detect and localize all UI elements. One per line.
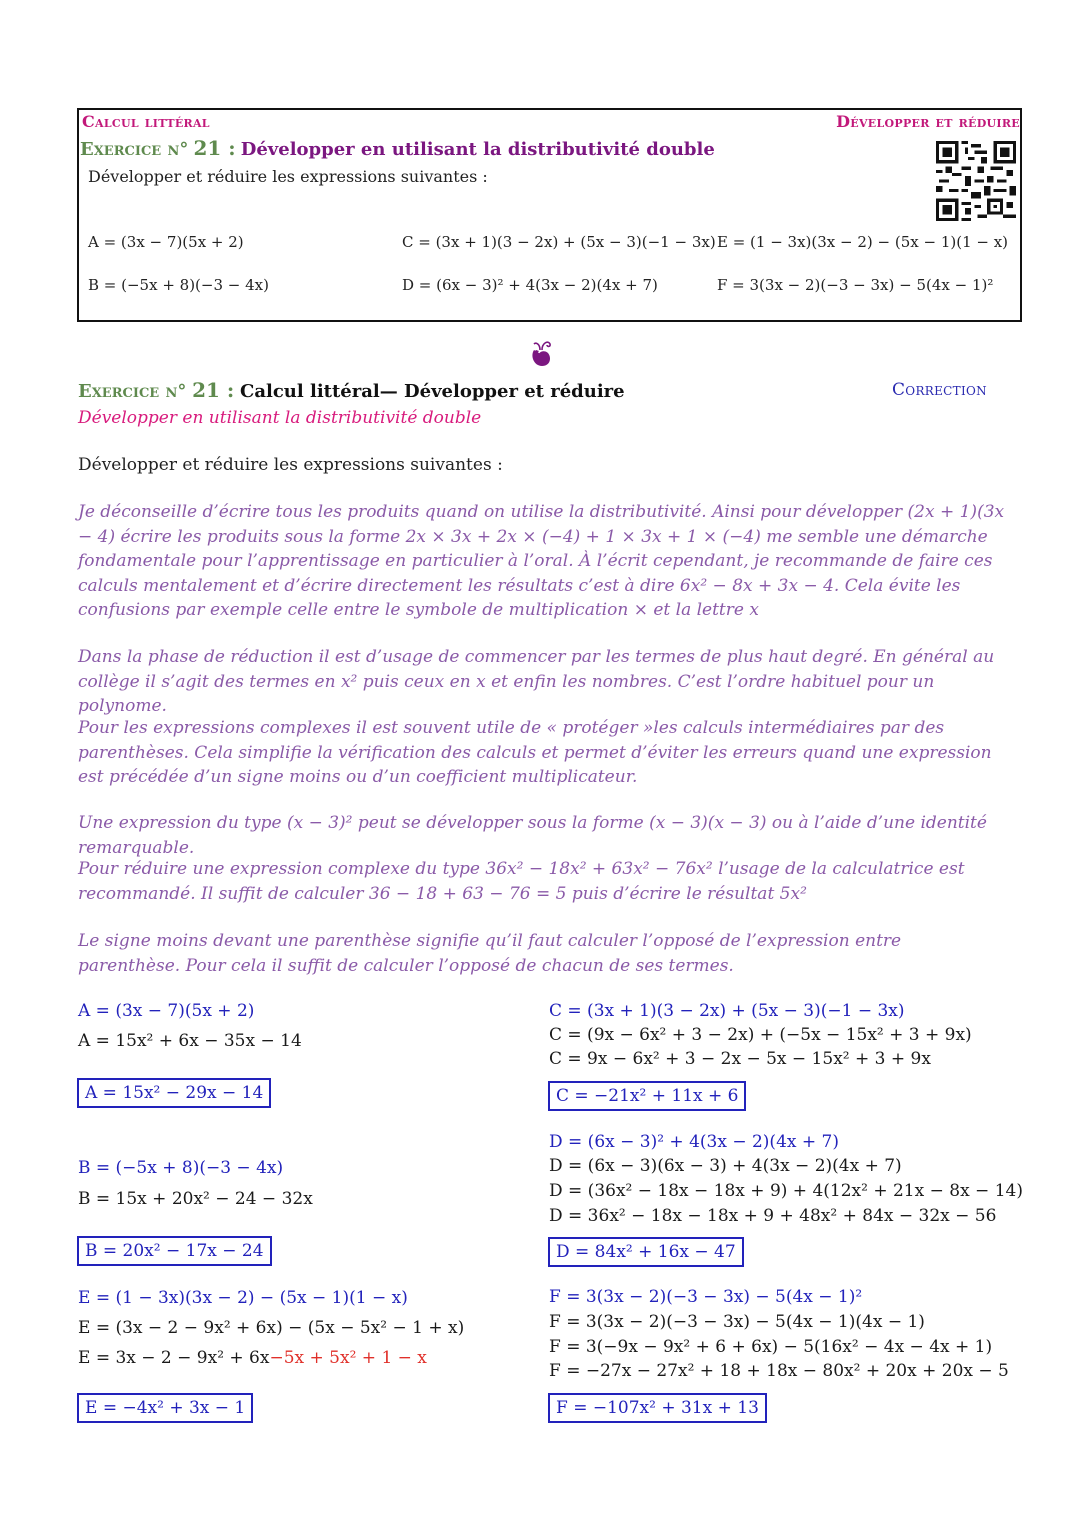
note-paragraph-4: Une expression du type (x − 3)² peut se développer sous la forme (x − 3)(x − 3) ou à l’aide d’une identité remarquable. — [78, 813, 987, 858]
qr-code-icon[interactable] — [936, 141, 1016, 221]
note-paragraph-5: Pour réduire une expression complexe du type 36x² − 18x² + 63x² − 76x² l’usage de la calculatrice est recommandé. Il suffit de calculer 36 − 18 + 63 − 76 = 5 puis d’écrire le résultat 5x² — [78, 859, 965, 904]
solution-f-step-1: F = 3(3x − 2)(−3 − 3x) − 5(4x − 1)(4x − 1) — [549, 1312, 925, 1332]
topic-label: Développer et réduire — [836, 112, 1020, 131]
solution-a-statement: A = (3x − 7)(5x + 2) — [78, 1001, 255, 1021]
note-paragraph-6: Le signe moins devant une parenthèse signifie qu’il faut calculer l’opposé de l’expression entre parenthèse. Pour cela il suffit de calculer l’opposé de chacun de ses termes. — [78, 931, 902, 976]
expression-d: D = (6x − 3)² + 4(3x − 2)(4x + 7) — [402, 276, 658, 294]
solution-d-step-2: D = (36x² − 18x − 18x + 9) + 4(12x² + 21x − 8x − 14) — [549, 1181, 1023, 1201]
correction-heading — [78, 378, 625, 402]
solution-e-step-2-red: −5x + 5x² + 1 − x — [269, 1348, 427, 1368]
solution-a-result-box — [77, 1078, 271, 1108]
solution-d-result-box — [548, 1237, 744, 1267]
fleuron-icon — [528, 336, 554, 370]
solution-d-result: D = 84x² + 16x − 47 — [548, 1237, 744, 1267]
correction-label: Correction — [892, 380, 987, 400]
solution-c-step-1: C = (9x − 6x² + 3 − 2x) + (−5x − 15x² + 3 + 9x) — [549, 1025, 972, 1045]
solution-f-result: F = −107x² + 31x + 13 — [548, 1393, 767, 1423]
correction-instruction: Développer et réduire les expressions suivantes : — [78, 455, 503, 475]
exercise-heading — [80, 136, 715, 160]
category-label: Calcul littéral — [82, 112, 210, 131]
solution-b-step: B = 15x + 20x² − 24 − 32x — [78, 1189, 313, 1209]
exercise-title: Développer en utilisant la distributivité double — [240, 139, 715, 160]
solution-c-result-box — [548, 1081, 746, 1111]
expression-b: B = (−5x + 8)(−3 − 4x) — [88, 276, 269, 294]
note-paragraph-1: Je déconseille d’écrire tous les produits quand on utilise la distributivité. Ainsi pour développer (2x + 1)(3x − 4) écrire les produits sous la forme 2x × 3x + 2x × (−4) + 1 × 3x + 1 × (−4) me semble une démarche fondamentale pour l’apprentissage en particulier à l’oral. À l’écrit cependant, je recommande de faire ces calculs mentalement et d’écrire directement les résultats c’est à dire 6x² − 8x + 3x − 4. Cela évite les confusions par exemple celle entre le symbole de multiplication × et la lettre x — [78, 502, 1005, 620]
solution-f-result-box — [548, 1393, 767, 1423]
solution-c-result: C = −21x² + 11x + 6 — [548, 1081, 746, 1111]
expression-f: F = 3(3x − 2)(−3 − 3x) − 5(4x − 1)² — [717, 276, 994, 294]
solution-e-step-2-black: E = 3x − 2 − 9x² + 6x — [78, 1348, 270, 1368]
correction-subtitle: Développer en utilisant la distributivité double — [78, 408, 482, 428]
solution-f-statement: F = 3(3x − 2)(−3 − 3x) − 5(4x − 1)² — [549, 1287, 863, 1307]
solution-b-result-box — [77, 1236, 272, 1266]
solution-c-statement: C = (3x + 1)(3 − 2x) + (5x − 3)(−1 − 3x) — [549, 1001, 905, 1021]
solution-c-step-2: C = 9x − 6x² + 3 − 2x − 5x − 15x² + 3 + 9x — [549, 1049, 931, 1069]
expression-a: A = (3x − 7)(5x + 2) — [88, 233, 244, 251]
solution-f-step-3: F = −27x − 27x² + 18 + 18x − 80x² + 20x + 20x − 5 — [549, 1361, 1009, 1381]
solution-a-step: A = 15x² + 6x − 35x − 14 — [78, 1031, 302, 1051]
solution-d-statement: D = (6x − 3)² + 4(3x − 2)(4x + 7) — [549, 1132, 839, 1152]
correction-title: Calcul littéral— Développer et réduire — [240, 381, 625, 402]
solution-e-step-1: E = (3x − 2 − 9x² + 6x) − (5x − 5x² − 1 + x) — [78, 1318, 465, 1338]
solution-a-result: A = 15x² − 29x − 14 — [77, 1078, 271, 1108]
expression-e: E = (1 − 3x)(3x − 2) − (5x − 1)(1 − x) — [717, 233, 1009, 251]
exercise-instruction: Développer et réduire les expressions suivantes : — [88, 167, 488, 186]
correction-exercise-label: Exercice n° — [78, 381, 187, 402]
expression-c: C = (3x + 1)(3 − 2x) + (5x − 3)(−1 − 3x) — [402, 233, 716, 251]
note-paragraph-2: Dans la phase de réduction il est d’usage de commencer par les termes de plus haut degré. En général au collège il s’agit des termes en x² puis ceux en x et enfin les nombres. C’est l’ordre habituel pour un polynome. — [78, 647, 995, 716]
solution-e-result-box — [77, 1393, 253, 1423]
solution-d-step-1: D = (6x − 3)(6x − 3) + 4(3x − 2)(4x + 7) — [549, 1156, 902, 1176]
solution-b-result: B = 20x² − 17x − 24 — [77, 1236, 272, 1266]
solution-f-step-2: F = 3(−9x − 9x² + 6 + 6x) − 5(16x² − 4x − 4x + 1) — [549, 1337, 993, 1357]
solution-e-result: E = −4x² + 3x − 1 — [77, 1393, 253, 1423]
correction-exercise-number: 21 : — [192, 378, 235, 402]
note-paragraph-3: Pour les expressions complexes il est souvent utile de « protéger »les calculs intermédiaires par des parenthèses. Cela simplifie la vérification des calculs et permet d’éviter les erreurs quand une expression est précédée d’un signe moins ou d’un coefficient multiplicateur. — [78, 718, 992, 787]
exercise-number: 21 : — [193, 136, 236, 160]
solution-b-statement: B = (−5x + 8)(−3 − 4x) — [78, 1158, 284, 1178]
solution-d-step-3: D = 36x² − 18x − 18x + 9 + 48x² + 84x − 32x − 56 — [549, 1206, 997, 1226]
solution-e-statement: E = (1 − 3x)(3x − 2) − (5x − 1)(1 − x) — [78, 1288, 408, 1308]
solution-e-step-2 — [78, 1346, 427, 1371]
exercise-label: Exercice n° — [80, 139, 189, 160]
